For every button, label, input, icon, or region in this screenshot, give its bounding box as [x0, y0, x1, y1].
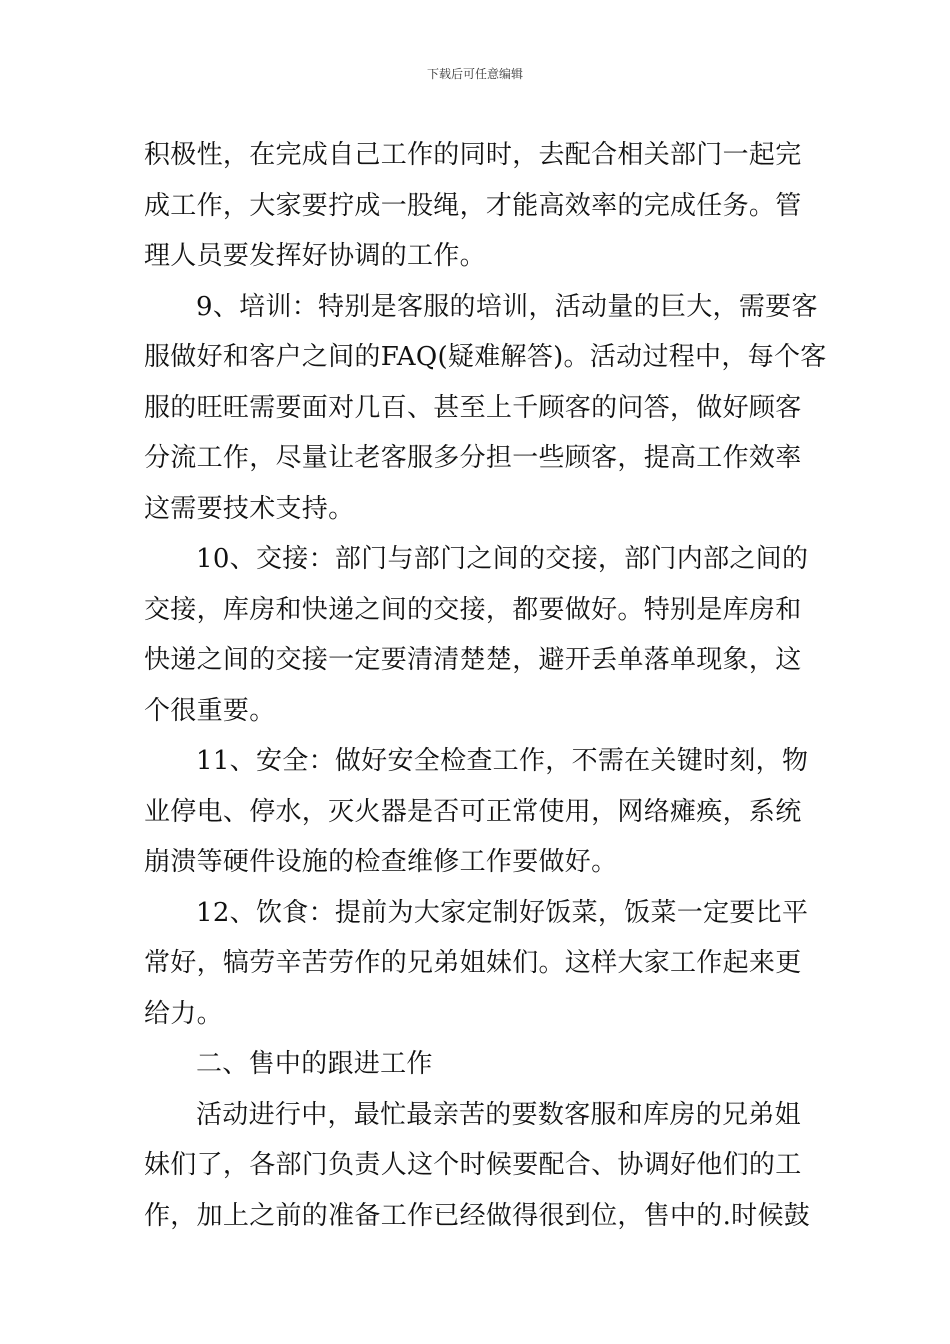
section-heading: 二、售中的跟进工作	[196, 1049, 433, 1079]
text-line: 交接，库房和快递之间的交接，都要做好。特别是库房和	[144, 594, 802, 625]
text-line: 崩溃等硬件设施的检查维修工作要做好。	[144, 847, 618, 877]
text-line: 理人员要发挥好协调的工作。	[144, 241, 486, 271]
text-line: 给力。	[144, 998, 223, 1029]
text-line: 积极性，在完成自己工作的同时，去配合相关部门一起完	[144, 140, 802, 170]
page-header: 下载后可任意编辑	[426, 67, 523, 81]
text-line: 业停电、停水，灭火器是否可正常使用，网络瘫痪，系统	[144, 796, 802, 827]
text-line: 成工作，大家要拧成一股绳，才能高效率的完成任务。管	[144, 190, 802, 221]
text-line: 快递之间的交接一定要清清楚楚，避开丢单落单现象，这	[144, 645, 802, 675]
document-body	[144, 130, 827, 1241]
text-line: 服做好和客户之间的FAQ(疑难解答)。活动过程中，每个客	[144, 342, 827, 372]
text-line: 常好，犒劳辛苦劳作的兄弟姐妹们。这样大家工作起来更	[144, 948, 802, 978]
text-line: 这需要技术支持。	[144, 493, 355, 524]
paragraph-start-line: 10、交接：部门与部门之间的交接，部门内部之间的	[196, 544, 809, 574]
text-line: 服的旺旺需要面对几百、甚至上千顾客的问答，做好顾客	[144, 392, 802, 423]
paragraph-start-line: 11、安全：做好安全检查工作，不需在关键时刻，物	[196, 746, 809, 776]
text-line: 作，加上之前的准备工作已经做得很到位，售中的.时候鼓	[144, 1200, 811, 1231]
paragraph-start-line: 12、饮食：提前为大家定制好饭菜，饭菜一定要比平	[196, 897, 809, 928]
text-line: 分流工作，尽量让老客服多分担一些顾客，提高工作效率	[144, 443, 802, 473]
paragraph-start-line: 9、培训：特别是客服的培训，活动量的巨大，需要客	[196, 291, 818, 322]
paragraph-start-line: 活动进行中，最忙最亲苦的要数客服和库房的兄弟姐	[196, 1099, 801, 1130]
text-line: 妹们了，各部门负责人这个时候要配合、协调好他们的工	[144, 1150, 802, 1180]
text-line: 个很重要。	[144, 695, 276, 726]
